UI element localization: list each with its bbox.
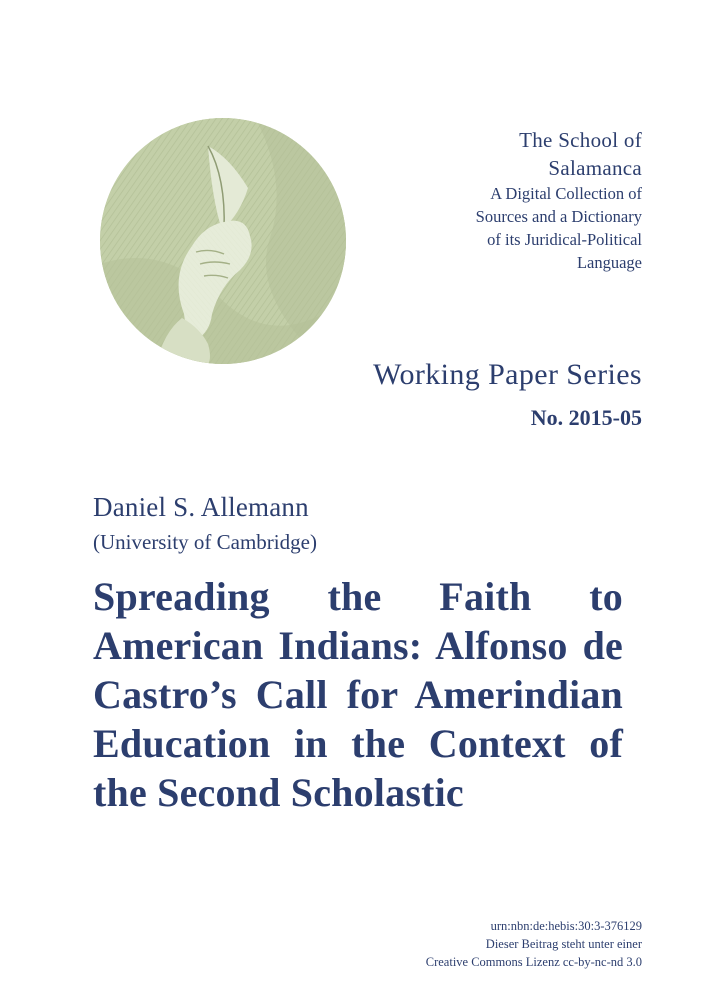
license-line: Dieser Beitrag steht unter einer [485,937,642,951]
series-name-line1: The School of [519,128,642,152]
working-paper-number: No. 2015-05 [530,405,642,430]
paper-title: Spreading the Faith to American Indians: Alfonso de Castro’s Call for Amerindian Education in the Context of the Second Scholastic [93,574,623,815]
urn-identifier: urn:nbn:de:hebis:30:3-376129 [490,919,642,933]
hand-quill-emblem-icon [100,118,346,364]
author-affiliation: (University of Cambridge) [93,530,317,554]
series-name-line2: Salamanca [548,156,642,180]
series-info [476,126,642,274]
series-description-line: A Digital Collection of [490,184,642,203]
series-description-line: Sources and a Dictionary [475,207,642,226]
author-name: Daniel S. Allemann [93,492,309,522]
license-line: Creative Commons Lizenz cc-by-nc-nd 3.0 [425,955,642,969]
series-description-line: of its Juridical-Political [487,230,642,249]
working-paper-series-title: Working Paper Series [373,358,642,391]
license-block [426,917,642,971]
series-description-line: Language [576,253,642,272]
